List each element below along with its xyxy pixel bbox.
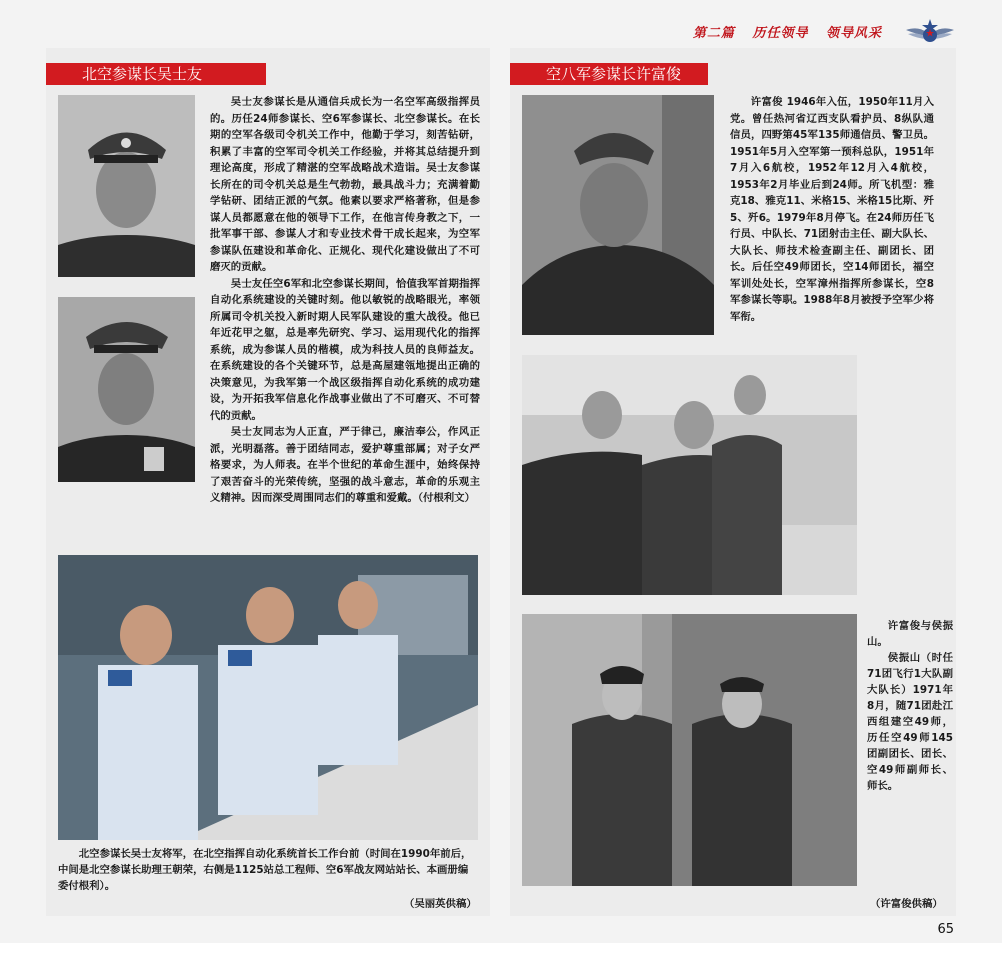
right-photo-caption <box>867 618 953 794</box>
header-section: 历任领导 <box>752 26 809 41</box>
air-force-wings-emblem-icon <box>904 18 956 48</box>
portrait-photo-2 <box>58 297 195 482</box>
right-bio-paragraph: 许富俊 1946年入伍，1950年11月入党。曾任热河省辽西支队看护员、8纵队通信员，四野第45军135师通信员、警卫员。1951年5月入空军第一预科总队，1951年7月入6航校，1952年12月入4航校，1953年2月毕业后到24师。所飞机型：雅克18、雅克11、米格15、米格15比斯、歼5、歼6。1979年8月停飞。在24师历任飞行员、中队长、71团射击主任、副大队长、大队长、师技术检查副主任、副团长、团长。后任空49师团长，空14师团长，福空军训处处长，空军漳州指挥所参谋长，空8军参谋长等职。1988年8月被授予空军少将军衔。 <box>730 96 934 323</box>
left-photo-caption-text: 北空参谋长吴士友将军，在北空指挥自动化系统首长工作台前（时间在1990年前后，中间是北空参谋长助理王朝荣，右侧是1125站总工程师、空6军战友网站站长、本画册编委付根利）。 <box>58 848 472 892</box>
left-paragraph: 吴士友同志为人正直，严于律己，廉洁奉公，作风正派，光明磊落。善于团结同志，爱护尊重部属；对子女严格要求，为人师表。在半个世纪的革命生涯中，始终保持了艰苦奋斗的光荣传统，坚强的战斗意志，革命的乐观主义精神。因而深受周围同志们的尊重和爱戴。（付根利文） <box>210 426 480 504</box>
page-number: 65 <box>937 922 954 937</box>
right-photo-credit: （许富俊供稿） <box>870 898 943 910</box>
left-photo-caption <box>58 846 478 894</box>
right-caption-line: 许富俊与侯振山。 <box>867 620 953 648</box>
portrait-photo-xu-fujun <box>522 95 714 335</box>
left-article-body <box>210 94 480 507</box>
command-workstation-photo <box>58 555 478 840</box>
left-paragraph: 吴士友任空6军和北空参谋长期间，恰值我军首期指挥自动化系统建设的关键时刻。他以敏锐的战略眼光，率领所属司令机关投入新时期人民军队建设的重大战役。他已年近花甲之躯，总是率先研究、学习、运用现代化的指挥系统，成为参谋人员的楷模，成为科技人员的良师益友。在系统建设的各个关键环节，总是高屋建瓴地提出正确的决策意见，为我军第一个战区级指挥自动化系统的成功建设，为开拓我军信息化作战事业做出了不可磨灭、不可替代的贡献。 <box>210 277 480 422</box>
photo-xu-and-hou <box>522 614 857 886</box>
header-subsection: 领导风采 <box>825 26 882 41</box>
header-part: 第二篇 <box>692 26 735 41</box>
portrait-photo-1 <box>58 95 195 277</box>
left-photo-credit: （吴丽英供稿） <box>404 898 477 910</box>
left-article-title: 北空参谋长吴士友 <box>46 63 266 85</box>
left-paragraph: 吴士友参谋长是从通信兵成长为一名空军高级指挥员的。历任24师参谋长、空6军参谋长、北空参谋长。在长期的空军各级司令机关工作中，他勤于学习，刻苦钻研，积累了丰富的空军司令机关工作经验，并将其总结提升到理论高度，形成了精湛的空军战略战术造诣。吴士友参谋长所在的司令机关总是生气勃勃，最具战斗力；充满着勤学钻研、团结正派的气氛。他素以要求严格著称，但是参谋人员都愿意在他的领导下工作，在他言传身教之下，一批军事干部、参谋人才和专业技术骨干成长起来，为空军参谋队伍建设和革命化、正规化、现代化建设做出了不可磨灭的贡献。 <box>210 96 480 273</box>
right-article-title: 空八军参谋长许富俊 <box>510 63 708 85</box>
group-photo-officers <box>522 355 857 595</box>
page-header <box>693 22 882 41</box>
right-article-bio <box>730 94 934 325</box>
right-caption-line: 侯振山（时任71团飞行1大队副大队长）1971年8月，随71团赴江西组建空49师，历任空49师145团副团长、团长、空49师副师长、师长。 <box>867 652 953 792</box>
